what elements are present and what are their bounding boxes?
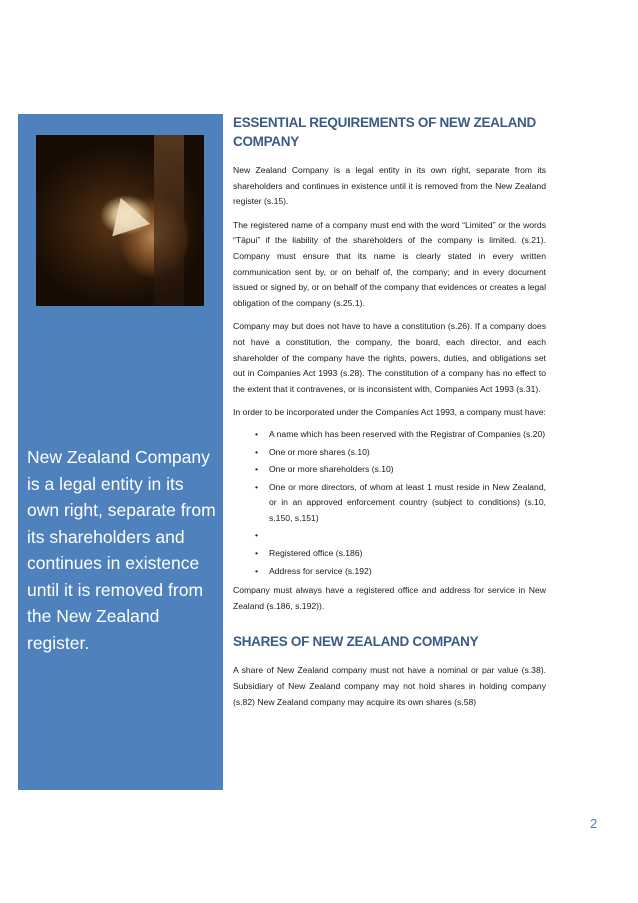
paragraph: In order to be incorporated under the Companies Act 1993, a company must have: bbox=[233, 407, 546, 418]
list-item: • One or more shares (s.10) bbox=[269, 445, 546, 461]
section-heading-shares: SHARES OF NEW ZEALAND COMPANY bbox=[233, 634, 479, 650]
sidebar-quote: New Zealand Company is a legal entity in its own right, separate from its shareholders and continues in existence until it is removed from the New Zealand register. bbox=[27, 447, 216, 653]
list-item: • One or more shareholders (s.10) bbox=[269, 462, 546, 478]
list-item: • One or more directors, of whom at least 1 must reside in New Zealand, or in an approved enforcement country (subject to conditions) (s.10, s.150, s.151) bbox=[269, 480, 546, 527]
list-item bbox=[269, 528, 546, 544]
paragraph: The registered name of a company must end with the word “Limited” or the words “Tāpui” if the liability of the shareholders of the company is limited. (s.21). Company must ensure that its name is clearly stated in every written communication sent by, or on behalf of, the company; and in every document issued or signed by, or on behalf of the company that evidences or creates a legal obligation of the company (s.25.1). bbox=[233, 219, 546, 308]
list-item: • Registered office (s.186) bbox=[269, 546, 546, 562]
page-number: 2 bbox=[590, 816, 598, 831]
paragraph: A share of New Zealand company must not have a nominal or par value (s.38). Subsidiary of New Zealand company may not hold shares in holding company (s.82) New Zealand company may acquire its own shares (s.58) bbox=[233, 665, 546, 707]
paragraph: Company must always have a registered office and address for service in New Zealand (s.186, s.192)). bbox=[233, 585, 546, 611]
photo-paper-shape bbox=[102, 192, 151, 237]
list-item: • A name which has been reserved with the Registrar of Companies (s.20) bbox=[269, 427, 546, 443]
requirements-list bbox=[233, 427, 546, 579]
sidebar-photo bbox=[36, 135, 204, 306]
section-heading-requirements: ESSENTIAL REQUIREMENTS OF NEW ZEALAND COMPANY bbox=[233, 115, 536, 149]
paragraph: New Zealand Company is a legal entity in its own right, separate from its shareholders and continues in existence until it is removed from the New Zealand register (s.15). bbox=[233, 165, 546, 207]
photo-shirt-shape bbox=[154, 135, 184, 306]
list-item: • Address for service (s.192) bbox=[269, 564, 546, 580]
paragraph: Company may but does not have to have a constitution (s.26). If a company does not have a constitution, the company, the board, each director, and each shareholder of the company have the rights, powers, duties, and obligations set out in Companies Act 1993 (s.28). The constitution of a company has no effect to the extent that it contravenes, or is inconsistent with, Companies Act 1993 (s.31). bbox=[233, 321, 546, 394]
main-content bbox=[233, 113, 546, 710]
